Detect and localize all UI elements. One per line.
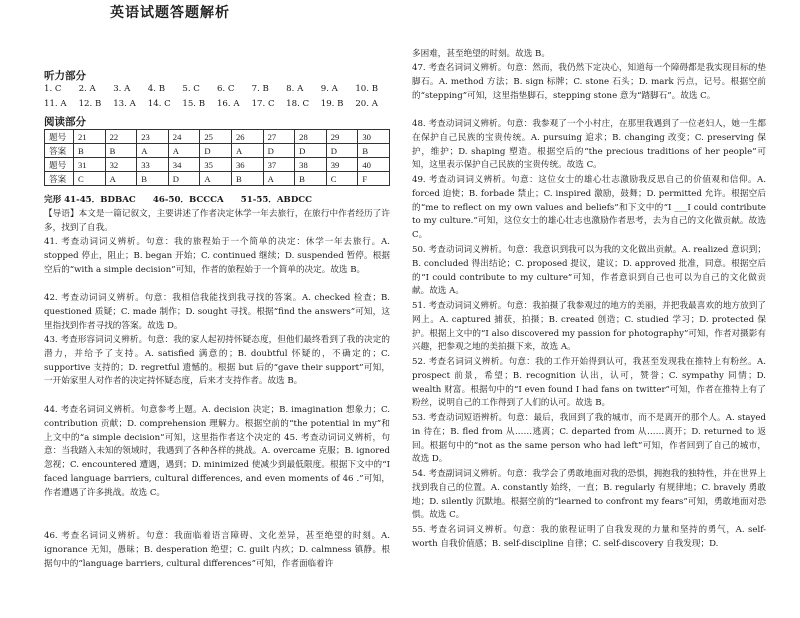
table-cell: B xyxy=(295,172,327,186)
explanation-49: 49. 考查动词词义辨析。句意：这位女士的雄心壮志激励我反思自己的价值观和信仰。A. forced 迫使；B. forbade 禁止；C. inspired 激励，鼓舞；D. permitted 允许。根据空后的“me to reflect on my own values and beliefs”和下文中的“I ___I could contribute to my culture.”可知，这位女士的雄心壮志也激励作者思考，去为自己的文化做贡献。故选 C。 xyxy=(412,175,766,241)
answer-item: 6. C xyxy=(216,84,235,94)
table-cell: C xyxy=(326,172,358,186)
table-cell: 26 xyxy=(231,130,263,144)
explanation-47: 47. 考查名词词义辨析。句意：然而，我仍然下定决心，知道每一个障碍都是我实现目标的垫脚石。A. method 方法；B. sign 标牌；C. stone 石头；D. mark 污点，记号。根据空前的“stepping”可知，这里指垫脚石，stepping stone 意为“踏脚石”。故选 C。 xyxy=(412,63,766,101)
explanation-42: 42. 考查动词词义辨析。句意：我相信我能找到我寻找的答案。A. checked 检查；B. questioned 质疑；C. made 制作；D. sought 寻找。根据“find the answers”可知，这里指找到作者寻找的答案。故选 D。 xyxy=(44,293,390,331)
explanation-48: 48. 考查动词词义辨析。句意：我参观了一个小村庄，在那里我遇到了一位老妇人，她一生都在保护自己民族的宝贵传统。A. pursuing 追求；B. changing 改变；C. preserving 保护，维护；D. shaping 塑造。根据空后的“the precious traditions of her people”可知，这里表示保护自己民族的宝贵传统。故选 C。 xyxy=(412,119,766,171)
table-cell: A xyxy=(263,172,295,186)
table-cell: A xyxy=(137,144,169,158)
answer-item: 7. B xyxy=(251,84,269,94)
table-cell: 37 xyxy=(263,158,295,172)
listening-answers-row-2 xyxy=(44,99,390,109)
table-cell: F xyxy=(358,172,390,186)
explanation-46-continued: 多困难，甚至绝望的时刻。故选 B。 xyxy=(412,49,550,59)
table-cell: 题号 xyxy=(45,158,74,172)
reading-heading: 阅读部分 xyxy=(44,116,86,128)
answer-item: 12. B xyxy=(78,99,102,109)
cloze-answers: 完形 41-45．BDBAC 46-50．BCCCA 51-55．ABDCC xyxy=(44,195,312,205)
table-cell: 32 xyxy=(105,158,137,172)
table-row xyxy=(45,172,390,186)
table-cell: 33 xyxy=(137,158,169,172)
table-row xyxy=(45,130,390,144)
table-cell: D xyxy=(326,144,358,158)
answer-item: 20. A xyxy=(355,99,378,109)
table-cell: A xyxy=(105,172,137,186)
table-cell: B xyxy=(358,144,390,158)
table-cell: 27 xyxy=(263,130,295,144)
table-cell: D xyxy=(168,172,200,186)
answer-item: 9. A xyxy=(320,84,338,94)
table-cell: A xyxy=(231,144,263,158)
table-cell: 23 xyxy=(137,130,169,144)
answer-item: 15. B xyxy=(182,99,206,109)
explanation-53: 53. 考查动词短语辨析。句意：最后，我回到了我的城市，而不是离开的那个人。A. stayed in 待在；B. fled from 从……逃离；C. departed from 从……离开；D. returned to 返回。根据句中的“not as the same person who had left”可知，作者回到了自己的城市，故选 D。 xyxy=(412,413,766,465)
table-cell: 30 xyxy=(358,130,390,144)
table-cell: 39 xyxy=(326,158,358,172)
table-cell: 28 xyxy=(295,130,327,144)
answer-item: 17. C xyxy=(251,99,275,109)
table-cell: 题号 xyxy=(45,130,74,144)
table-cell: 22 xyxy=(105,130,137,144)
answer-item: 2. A xyxy=(78,84,96,94)
table-cell: A xyxy=(168,144,200,158)
answer-item: 4. B xyxy=(147,84,166,94)
table-cell: 29 xyxy=(326,130,358,144)
table-cell: D xyxy=(263,144,295,158)
explanation-43: 43. 考查形容词词义辨析。句意：我的家人起初持怀疑态度，但他们最终看到了我的决定的潜力，并给予了支持。A. satisfied 满意的；B. doubtful 怀疑的，不确定的；C. supportive 支持的；D. regretful 遗憾的。根据 but 后的“gave their support”可知，一开始家里人对作者的决定持怀疑态度，后来才支持作者。故选 B。 xyxy=(44,335,390,387)
explanation-44-45: 44. 考查名词词义辨析。句意参考上题。A. decision 决定；B. imagination 想象力；C. contribution 贡献；D. comprehension 理解力。根据空前的“the potential in my”和上文中的“a simple decision”可知，这里指作者这个决定的 45. 考查动词词义辨析，句意：当我踏入未知的领域时，我遇到了各种各样的挑战。A. overcame 克服；B. ignored 忽视；C. encountered 遭遇，遇到；D. minimized 使减少到最低限度。根据下文中的“I faced language barriers, cultural differences, and even moments of 46 .”可知，作者遭遇了许多挑战。故选 C。 xyxy=(44,405,390,498)
table-cell: 答案 xyxy=(45,144,74,158)
table-cell: A xyxy=(200,172,232,186)
table-cell: D xyxy=(200,144,232,158)
table-cell: 36 xyxy=(231,158,263,172)
table-cell: 35 xyxy=(200,158,232,172)
table-cell: 25 xyxy=(200,130,232,144)
explanation-54: 54. 考查副词词义辨析。句意：我学会了勇敢地面对我的恐惧，拥抱我的独特性，并在世界上找到我自己的位置。A. constantly 始终，一直；B. regularly 有规律地；C. bravely 勇敢地；D. silently 沉默地。根据空前的“learned to confront my fears”可知，勇敢地面对恐惧。故选 C。 xyxy=(412,469,766,521)
table-cell: D xyxy=(295,144,327,158)
table-row xyxy=(45,144,390,158)
answer-item: 19. B xyxy=(320,99,344,109)
table-cell: 31 xyxy=(74,158,106,172)
table-cell: B xyxy=(231,172,263,186)
reading-answer-table xyxy=(44,129,390,186)
table-cell: 24 xyxy=(168,130,200,144)
answer-item: 5. C xyxy=(182,84,200,94)
intro-paragraph: 【导语】本文是一篇记叙文，主要讲述了作者决定休学一年去旅行，在旅行中作者经历了许多，找到了自我。 xyxy=(44,209,390,233)
listening-answers-row-1 xyxy=(44,84,390,94)
table-cell: 34 xyxy=(168,158,200,172)
answer-item: 11. A xyxy=(44,99,67,109)
table-cell: 21 xyxy=(74,130,106,144)
explanation-41: 41. 考查动词词义辨析。句意：我的旅程始于一个简单的决定：休学一年去旅行。A. stopped 停止，阻止；B. began 开始；C. continued 继续；D. suspended 暂停。根据空后的“with a simple decision”可知，作者的旅程始于一个简单的决定。故选 B。 xyxy=(44,237,390,275)
answer-item: 8. A xyxy=(286,84,304,94)
explanation-52: 52. 考查名词词义辨析。句意：我的工作开始得到认可，我甚至发现我在推特上有粉丝。A. prospect 前景，希望；B. recognition 认出，认可，赞誉；C. sympathy 同情；D. wealth 财富。根据句中的“I even found I had fans on twitter”可知，作者在推特上有了粉丝，说明自己的工作得到了人们的认可。故选 B。 xyxy=(412,357,766,409)
table-cell: C xyxy=(74,172,106,186)
explanation-55: 55. 考查名词词义辨析。句意：我的旅程证明了自我发现的力量和坚持的勇气，A. self-worth 自我价值感；B. self-discipline 自律；C. self-discovery 自我发现；D. xyxy=(412,525,766,549)
answer-item: 3. A xyxy=(113,84,131,94)
explanation-50: 50. 考查动词词义辨析。句意：我意识到我可以为我的文化做出贡献。A. realized 意识到；B. concluded 得出结论；C. proposed 提议，建议；D. approved 批准，同意。根据空后的“I could contribute to my culture”可知，作者意识到自己也可以为自己的文化做贡献。故选 A。 xyxy=(412,245,766,297)
table-cell: B xyxy=(105,144,137,158)
table-cell: B xyxy=(74,144,106,158)
answer-item: 14. C xyxy=(147,99,171,109)
page-title: 英语试题答题解析 xyxy=(110,5,230,21)
explanation-46: 46. 考查名词词义辨析。句意：我面临着语言障碍、文化差异，甚至绝望的时刻。A. ignorance 无知，愚昧；B. desperation 绝望；C. guilt 内疚；D. calmness 镇静。根据句中的“language barriers, cultural differences”可知，作者面临着许 xyxy=(44,531,390,569)
explanation-51: 51. 考查动词词义辨析。句意：我拍摄了我参观过的地方的美丽，并把我最喜欢的地方放到了网上。A. captured 捕获，拍摄；B. created 创造；C. studied 学习；D. protected 保护。根据上文中的“I also discovered my passion for photography”可知，作者对摄影有兴趣，把参观之地的美拍摄下来，故选 A。 xyxy=(412,301,766,353)
answer-item: 10. B xyxy=(355,84,379,94)
table-cell: 38 xyxy=(295,158,327,172)
answer-item: 1. C xyxy=(44,84,62,94)
answer-item: 16. A xyxy=(216,99,240,109)
table-cell: B xyxy=(137,172,169,186)
table-cell: 40 xyxy=(358,158,390,172)
answer-item: 18. C xyxy=(286,99,310,109)
table-row xyxy=(45,158,390,172)
listening-heading: 听力部分 xyxy=(44,70,86,82)
answer-item: 13. A xyxy=(113,99,136,109)
table-cell: 答案 xyxy=(45,172,74,186)
